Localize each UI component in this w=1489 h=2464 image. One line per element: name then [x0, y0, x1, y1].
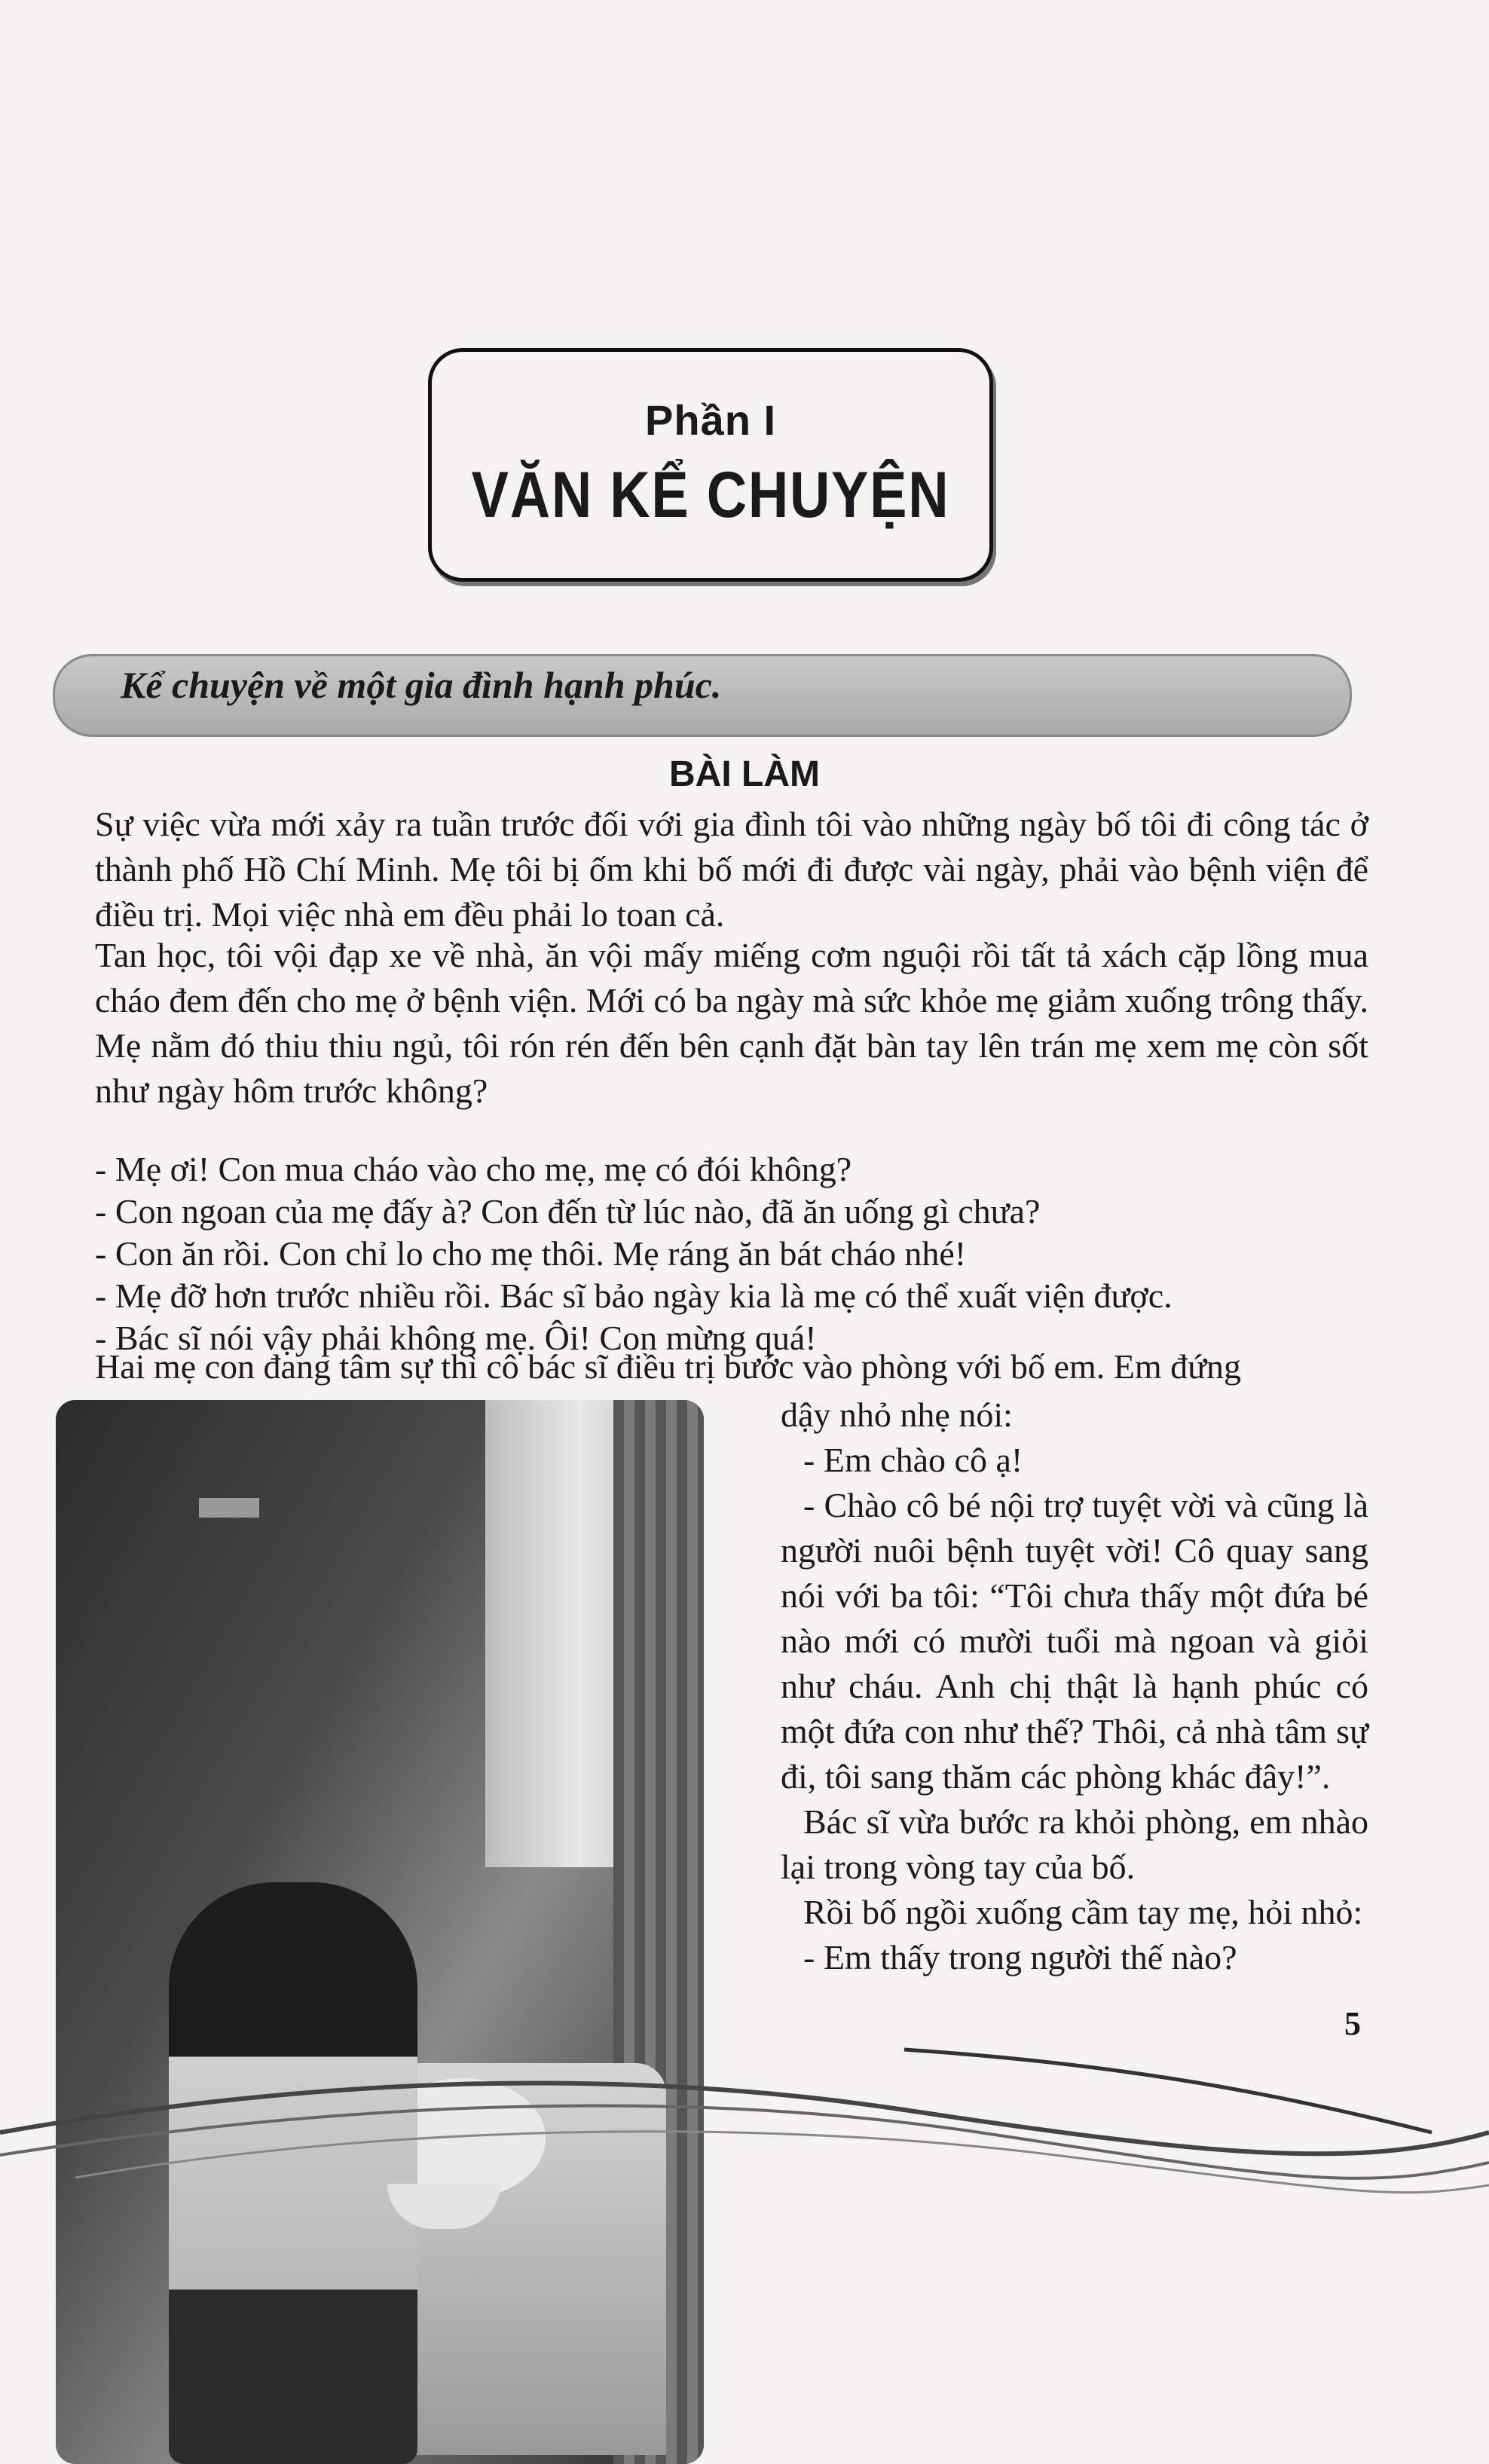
hospital-photo — [56, 1400, 704, 2464]
paragraph-text: Sự việc vừa mới xảy ra tuần trước đối với gia đình tôi vào những ngày bố tôi đi công tác ở thành phố Hồ Chí Minh. Mẹ tôi bị ốm khi bố mới đi được vài ngày, phải vào bệnh viện để điều trị. Mọi việc nhà em đều phải lo toan cả. — [95, 805, 1368, 934]
wall-fixture — [199, 1498, 259, 1518]
dialogue-line: - Bác sĩ nói vậy phải không mẹ. Ôi! Con mừng quá! — [95, 1319, 817, 1357]
dialogue-line: - Con ngoan của mẹ đấy à? Con đến từ lúc nào, đã ăn uống gì chưa? — [95, 1192, 1041, 1230]
paragraph-text: Tan học, tôi vội đạp xe về nhà, ăn vội mấy miếng cơm nguội rồi tất tả xách cặp lồng mua cháo đem đến cho mẹ ở bệnh viện. Mới có ba ngày mà sức khỏe mẹ giảm xuống trông thấy. Mẹ nằm đó thiu thiu ngủ, tôi rón rén đến bên cạnh đặt bàn tay lên trán mẹ xem mẹ còn sốt như ngày hôm trước không? — [95, 936, 1368, 1110]
right-column-text — [781, 1392, 1368, 1980]
part-label: Phần I — [644, 396, 777, 444]
topic-text: Kể chuyện về một gia đình hạnh phúc. — [121, 664, 722, 706]
dialogue-line: - Mẹ ơi! Con mua cháo vào cho mẹ, mẹ có đói không? — [95, 1150, 852, 1188]
section-heading: BÀI LÀM — [669, 754, 820, 794]
paragraph-2 — [95, 933, 1368, 1114]
right-line: - Em chào cô ạ! — [803, 1441, 1023, 1479]
part-title: VĂN KỂ CHUYỆN — [471, 459, 950, 531]
dialogue-line: - Con ăn rồi. Con chỉ lo cho mẹ thôi. Mẹ ráng ăn bát cháo nhé! — [95, 1234, 967, 1273]
right-line: - Chào cô bé nội trợ tuyệt vời và cũng là người nuôi bệnh tuyệt vời! Cô quay sang nói với ba tôi: “Tôi chưa thấy một đứa bé nào mới có mười tuổi mà ngoan và giỏi như cháu. Anh chị thật là hạnh phúc có một đứa con như thế? Thôi, cả nhà tâm sự đi, tôi sang thăm các phòng khác đây!”. — [781, 1486, 1368, 1796]
page-number: 5 — [1344, 2005, 1361, 2042]
right-line: Bác sĩ vừa bước ra khỏi phòng, em nhào lại trong vòng tay của bố. — [781, 1802, 1368, 1886]
paragraph-3 — [95, 1344, 1368, 1389]
right-line: - Em thấy trong người thế nào? — [803, 1938, 1237, 1976]
right-line: Rồi bố ngồi xuống cầm tay mẹ, hỏi nhỏ: — [803, 1893, 1363, 1931]
paragraph-text: Hai mẹ con đang tâm sự thì cô bác sĩ điều trị bước vào phòng với bố em. Em đứng — [95, 1347, 1242, 1386]
dialogue-block — [95, 1148, 1368, 1359]
dialogue-line: - Mẹ đỡ hơn trước nhiều rồi. Bác sĩ bảo ngày kia là mẹ có thể xuất viện được. — [95, 1276, 1173, 1315]
part-title-box — [428, 348, 993, 582]
paragraph-1 — [95, 802, 1368, 937]
decorative-swoosh — [0, 2019, 1489, 2212]
right-line: dậy nhỏ nhẹ nói: — [781, 1396, 1013, 1434]
